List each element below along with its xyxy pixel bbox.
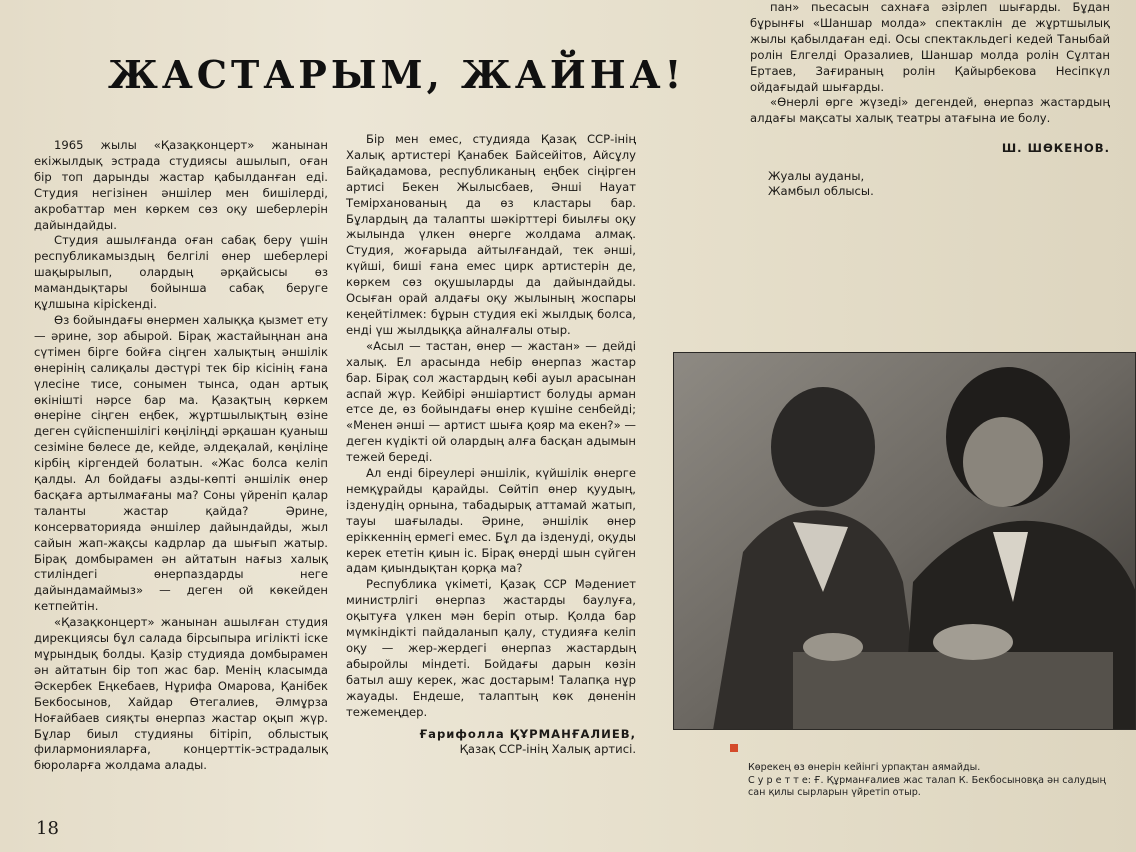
paragraph: «Қазақконцерт» жанынан ашылған студия дирекциясы бұл салада бірсыпыра игілікті іске мұрындық болды. Қазір студияда домбырамен ән айтатын бір топ жас бар. Менің класымда Әскербек Еңкебаев, Нұрифа Омарова, Қанібек Бекбосынов, Хайдар Өтегалиев, Әлмұрза Ноғайбаев сияқты өнерпаз жастар оқып жүр. Бұлар биыл студияны бітіріп, облыстық филармонияларға, концерттік-эстрадалық бюроларға жолдама алады. <box>34 615 328 773</box>
author-signature: Ш. ШӨКЕНОВ. <box>1001 141 1110 156</box>
paragraph: Студия ашылғанда оған сабақ беру үшін республикамыздың белгілі өнер шеберлері шақырылып, олардың әрқайсысы өз мамандықтары бойынша сабақ беруге құлшына кірісkенді. <box>34 233 328 312</box>
caption-line: Көрекең өз өнерін кейінгі урпақтан аямайды. <box>748 762 981 773</box>
location-line: Жамбыл облысы. <box>768 184 874 199</box>
photo-caption <box>748 762 1108 800</box>
paragraph: 1965 жылы «Қазақконцерт» жанынан екіжылдық эстрада студиясы ашылып, оған бір топ дарынды жастар қабылданған еді. Студия негізінен әншілер мен бишілерді, акробаттар мен көркем сөз оқу шеберлерін дайындайды. <box>34 138 328 232</box>
location-line: Жуалы ауданы, <box>768 169 865 184</box>
article-column-1 <box>34 138 328 774</box>
article-title: ЖАСТАРЫМ, ЖАЙНА! <box>108 52 686 97</box>
paragraph: Республика үкіметі, Қазақ ССР Мәдениет министрлігі өнерпаз жастарды баулуға, оқытуға үлкен мән беріп отыр. Қолда бар мүмкіндікті пайдаланып қалу, студияға келіп оқу — жер-жердегі өнерпаз жастардың абыройлы міндеті. Бойдағы дарын көзін батыл ашу керек, жас достарым! Талапқа нұр жауады. Ендеше, талаптың көк дөненін тежемеңдер. <box>346 577 636 719</box>
article-column-3 <box>750 0 1110 199</box>
paragraph: «Асыл — тастан, өнер — жастан» — дейді халық. Ел арасында небір өнерпаз жастар бар. Бірақ сол жастардың көбі ауыл арасынан аспай жүр. Кейбірі әншіартист болуды арман етсе де, өз бойындағы өнер күшіне сенбейді; «Менен әнші — артист шыға қояр ма екен?» — деген күдікті ой олардың алға басқан адымын тежей береді. <box>346 338 636 465</box>
paragraph: пан» пьесасын сахнаға әзірлеп шығарды. Бұдан бұрынғы «Шаншар молда» спектаклін де жұртшылық жылы қабылдаған еді. Осы спектакльдегі кедей Таныбай ролін Елгелді Оразалиев, Шаншар молда ролін Сұлтан Ертаев, Зағиpаның ролін Қайырбекова Несіпкүл ойдағыдай шығарды. <box>750 0 1110 94</box>
author-title: Қазақ ССР-інің Халық артисі. <box>459 742 636 757</box>
caption-line: С у р е т т е: Ғ. Құрманғалиев жас талап К. Бекбосыновқа ән салудың сан қилы сырларын үйретіп отыр. <box>748 774 1106 798</box>
paragraph: Бір мен емес, студияда Қазақ ССР-інің Халық артистері Қанабек Байсейітов, Айсұлу Байқадамова, республиканың еңбек сіңірген артисі Бекен Жылысбаев, Әнші Науат Темірханованың да өз кластары бар. Бұлардың да талапты шәкірттері биылғы оқу жылында үлкен өнерге жолдама алмақ. Студия, жоғарыда айтылғандай, тек әнші, күйші, биші ғана емес цирк артистерін де, көркем сөз оқушыларды да дайындайды. Осыған орай алдағы оқу жылының жоспары кеңейтілмек: бұрын студия екі жылдық болса, енді үш жылдыққа айналғалы отыр. <box>346 132 636 337</box>
author-signature: Ғарифолла ҚҰРМАНҒАЛИЕВ, <box>419 726 636 741</box>
photo-illustration <box>673 352 1136 730</box>
paragraph: Өз бойындағы өнермен халыққа қызмет ету — әрине, зор абырой. Бірақ жастайыңнан ана сүтімен бірге бойға сіңген халықтың әншілік өнерінің салиқалы дәстүрі тек бір кісінің ғана үлесіне тисе, сонымен тынса, одан артық өкінішті нәрсе бар ма. Қазақтың көркем өнеріне сіңген еңбек, жұртшылықтың өзіне деген сүйіспеншілігі көңіліңді әрқашан қуаныш сезіміне бөлесе де, кейде, әлдеқалай, көңіліңе кірбің кіргендей болатын. «Жас болса келіп қалды. Ал бойдағы азды-көпті әншілік өнер басқаға артылмағаны ма? Соны үйреніп қалар таланты жастар қайда? Әрине, консерваторияда әншілер дайындайды, жыл сайын жап-жақсы кадрлар да шығып жатыр. Бірақ домбырамен ән айтатын нағыз халық стиліндегі өнерпаздарды неге дайындамаймыз» — деген ой көкейден кетпейтін. <box>34 312 328 614</box>
article-column-2 <box>346 132 636 758</box>
caption-marker-icon <box>730 744 738 752</box>
photograph <box>673 352 1136 730</box>
page-number: 18 <box>36 818 59 839</box>
paragraph: Ал енді біреулері әншілік, күйшілік өнерге немқұрайды қарайды. Сөйтіп өнер қуудың, ізденудің орнына, табадырық аттамай жатып, тауы шағылады. Әрине, әншілік өнер еріккеннің ермегі емес. Бұл да ізденуді, оқуды керек ететін қиын іс. Бірақ өнерді шын сүйген адам қиындықтан қорқа ма? <box>346 466 636 576</box>
paragraph: «Өнерлі өрге жүзеді» дегендей, өнерпаз жастардың алдағы мақсаты халық театры атағына ие болу. <box>750 95 1110 126</box>
